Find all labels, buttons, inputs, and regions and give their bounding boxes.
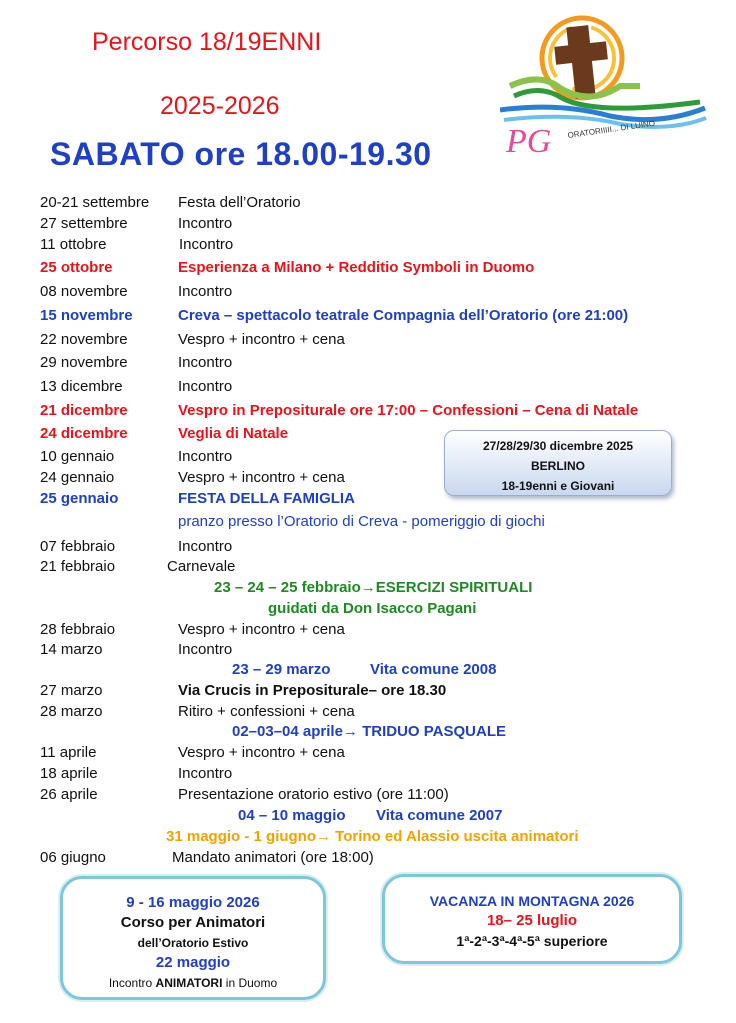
schedule-date: 21 febbraio [40, 558, 116, 575]
schedule-date: 10 gennaio [40, 448, 115, 465]
schedule-event: Mandato animatori (ore 18:00) [172, 849, 374, 866]
schedule-event: Via Crucis in Prepositurale– ore 18.30 [178, 682, 447, 699]
schedule-date: 07 febbraio [40, 538, 116, 555]
schedule-date: 11 ottobre [40, 236, 107, 253]
oratorio-logo [500, 6, 710, 156]
schedule-event: Veglia di Natale [178, 425, 289, 442]
montagna-classes: 1ª-2ª-3ª-4ª-5ª superiore [456, 933, 608, 949]
schedule-row [40, 468, 345, 487]
schedule-row [40, 424, 288, 443]
schedule-event: Incontro [178, 378, 233, 395]
schedule-event: Incontro [178, 448, 233, 465]
schedule-date: 22 novembre [40, 331, 128, 348]
logo-pg-text: PG [506, 123, 552, 156]
schedule-event: Vespro + incontro + cena [178, 621, 345, 638]
schedule-event: Vespro + incontro + cena [178, 744, 345, 761]
schedule-date: 27 marzo [40, 682, 103, 699]
animatori-course-box [60, 876, 326, 1000]
logo-oratorio-text: ORATORIIIII... DI LUINO [567, 118, 656, 140]
schedule-row [40, 235, 233, 254]
schedule-date: 21 dicembre [40, 402, 128, 419]
esercizi-line-2: guidati da Don Isacco Pagani [268, 600, 477, 617]
schedule-row [40, 377, 232, 396]
schedule-event: Festa dell’Oratorio [178, 194, 301, 211]
schedule-event: Incontro [178, 641, 233, 658]
schedule-row [40, 764, 232, 783]
subtitle-schedule-time: SABATO ore 18.00-19.30 [50, 136, 432, 172]
montagna-dates: 18– 25 luglio [486, 912, 578, 929]
schedule-date: 15 novembre [40, 307, 133, 324]
schedule-row [40, 537, 232, 556]
schedule-row [40, 282, 232, 301]
schedule-event: Presentazione oratorio estivo (ore 11:00) [178, 786, 449, 803]
schedule-row [40, 620, 345, 639]
schedule-row [40, 330, 345, 349]
schedule-date: 24 dicembre [40, 425, 128, 442]
schedule-row [40, 258, 534, 277]
animatori-meeting-line: Incontro ANIMATORI in Duomo [108, 976, 278, 990]
schedule-event: pranzo presso l’Oratorio di Creva - pomeriggio di giochi [178, 513, 545, 530]
schedule-row [40, 785, 449, 804]
schedule-row [40, 681, 446, 700]
schedule-event: FESTA DELLA FAMIGLIA [178, 490, 355, 507]
schedule-event: Esperienza a Milano + Redditio Symboli in Duomo [178, 259, 535, 276]
schedule-row [40, 743, 345, 762]
schedule-date: 20-21 settembre [40, 194, 150, 211]
schedule-row [40, 848, 374, 867]
title-line-2: 2025-2026 [160, 92, 280, 120]
schedule-row [40, 306, 628, 325]
schedule-row [40, 512, 545, 531]
vita-comune-2008-dates: 23 – 29 marzo [232, 661, 331, 678]
schedule-date: 13 dicembre [40, 378, 123, 395]
berlino-destination: BERLINO [531, 459, 585, 473]
esercizi-line-1: 23 – 24 – 25 febbraio→ESERCIZI SPIRITUALI [214, 579, 533, 596]
schedule-event: Incontro [178, 283, 233, 300]
schedule-date: 14 marzo [40, 641, 103, 658]
schedule-event: Carnevale [167, 558, 236, 575]
schedule-event: Vespro + incontro + cena [178, 331, 345, 348]
schedule-date: 28 febbraio [40, 621, 116, 638]
schedule-date: 11 aprile [40, 744, 97, 761]
schedule-row [40, 214, 232, 233]
schedule-row [40, 489, 355, 508]
schedule-event: Incontro [178, 215, 233, 232]
schedule-event: Incontro [178, 765, 233, 782]
schedule-event: Vespro in Prepositurale ore 17:00 – Confessioni – Cena di Natale [178, 402, 639, 419]
vita-comune-2007-dates: 04 – 10 maggio [238, 807, 346, 824]
schedule-row [40, 353, 232, 372]
berlino-trip-box [444, 430, 672, 496]
montagna-title: VACANZA IN MONTAGNA 2026 [429, 893, 635, 909]
schedule-row [40, 702, 355, 721]
schedule-row [40, 447, 232, 466]
schedule-date: 18 aprile [40, 765, 98, 782]
vita-comune-2008-label: Vita comune 2008 [370, 661, 497, 678]
title-line-1: Percorso 18/19ENNI [92, 28, 322, 56]
schedule-event: Incontro [179, 236, 234, 253]
animatori-course-subtitle: dell’Oratorio Estivo [137, 936, 249, 950]
triduo-pasquale: 02–03–04 aprile→ TRIDUO PASQUALE [232, 723, 506, 740]
schedule-date: 28 marzo [40, 703, 103, 720]
schedule-row [40, 557, 235, 576]
schedule-date: 26 aprile [40, 786, 98, 803]
schedule-row [40, 401, 638, 420]
berlino-dates: 27/28/29/30 dicembre 2025 [482, 439, 634, 453]
berlino-audience: 18-19enni e Giovani [501, 479, 615, 493]
schedule-event: Ritiro + confessioni + cena [178, 703, 355, 720]
animatori-course-dates: 9 - 16 maggio 2026 [126, 894, 260, 911]
schedule-date: 06 giugno [40, 849, 106, 866]
montagna-vacation-box [382, 874, 682, 964]
schedule-date: 25 gennaio [40, 490, 119, 507]
schedule-row [40, 640, 232, 659]
schedule-event: Incontro [178, 354, 233, 371]
vita-comune-2007-label: Vita comune 2007 [376, 807, 503, 824]
schedule-date: 29 novembre [40, 354, 128, 371]
schedule-event: Incontro [178, 538, 233, 555]
schedule-date: 24 gennaio [40, 469, 115, 486]
animatori-meeting-date: 22 maggio [155, 954, 231, 971]
schedule-date: 25 ottobre [40, 259, 113, 276]
schedule-date: 27 settembre [40, 215, 128, 232]
schedule-event: Creva – spettacolo teatrale Compagnia dell’Oratorio (ore 21:00) [178, 307, 629, 324]
torino-alassio-line: 31 maggio - 1 giugno→ Torino ed Alassio uscita animatori [166, 828, 579, 845]
schedule-date: 08 novembre [40, 283, 128, 300]
schedule-event: Vespro + incontro + cena [178, 469, 345, 486]
schedule-row [40, 193, 301, 212]
animatori-course-title: Corso per Animatori [120, 914, 266, 931]
